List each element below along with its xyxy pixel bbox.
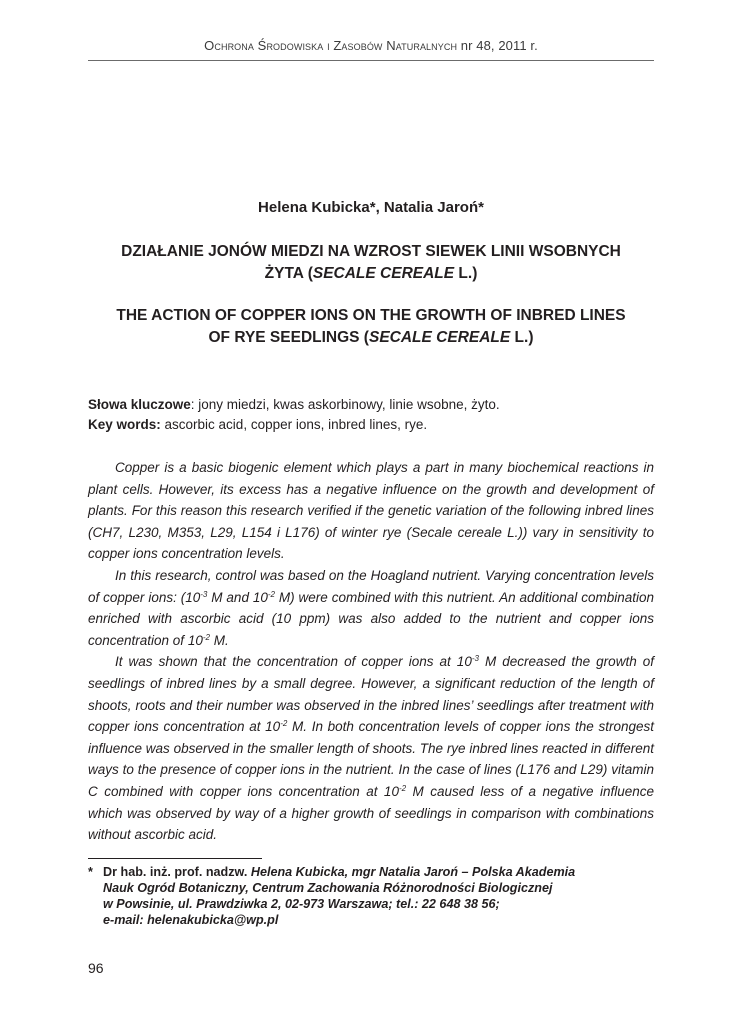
- footnote-degrees: Dr hab. inż. prof. nadzw.: [103, 865, 251, 879]
- footnote: [88, 864, 658, 928]
- keywords-polish: [88, 395, 658, 415]
- page-number: 96: [88, 960, 104, 976]
- keywords-english-label: Key words:: [88, 417, 161, 432]
- running-head: [88, 38, 654, 53]
- title-english-line2: [88, 327, 654, 349]
- abstract-p3-text-d: M caused less of a negative influence which was observed by way of a higher growth of seedlings in comparison with combinations without ascorbic acid.: [88, 783, 654, 843]
- keywords-polish-label: Słowa kluczowe: [88, 397, 191, 412]
- abstract-p2-exponent-3: -2: [202, 632, 210, 642]
- keywords-english: [88, 415, 658, 435]
- footnote-marker: *: [88, 865, 93, 879]
- abstract-paragraph-2: [88, 565, 654, 651]
- abstract-p2-text-d: M.: [209, 632, 229, 648]
- title-english-species: SECALE CEREALE: [368, 329, 511, 346]
- footnote-body: [103, 864, 658, 928]
- abstract-p3-exponent-1: -3: [471, 654, 479, 664]
- keywords-english-text: ascorbic acid, copper ions, inbred lines, rye.: [160, 417, 428, 432]
- keywords-polish-text: : jony miedzi, kwas askorbinowy, linie wsobne, żyto.: [190, 397, 500, 412]
- abstract-paragraph-1: Copper is a basic biogenic element which plays a part in many biochemical reactions in plant cells. However, its excess has a negative influence on the growth and development of plants. For this reason this research verified if the genetic variation of the following inbred lines (CH7, L230, M353, L29, L154 i L176) of winter rye (Secale cereale L.)) vary in sensitivity to copper ions concentration levels.: [88, 460, 654, 562]
- header-rule: [88, 60, 654, 61]
- footnote-affiliation-2: Nauk Ogród Botaniczny, Centrum Zachowania Różnorodności Biologicznej: [103, 881, 553, 895]
- title-english-line1: THE ACTION OF COPPER IONS ON THE GROWTH OF INBRED LINES: [116, 307, 626, 324]
- footnote-line-3: [103, 896, 658, 912]
- title-polish-prefix: ŻYTA (: [264, 265, 313, 282]
- title-english: [88, 305, 654, 349]
- title-polish: [88, 241, 654, 285]
- abstract-p3-exponent-2: -2: [280, 719, 288, 729]
- footnote-line-2: [103, 880, 658, 896]
- title-polish-line1: DZIAŁANIE JONÓW MIEDZI NA WZROST SIEWEK LINII WSOBNYCH: [121, 243, 621, 260]
- abstract-p3-text-a: It was shown that the concentration of copper ions at 10: [115, 654, 472, 670]
- abstract-paragraph-3: [88, 651, 654, 845]
- title-english-suffix: L.): [510, 329, 534, 346]
- abstract-p3-text-c: M. In both concentration levels of copper ions the strongest influence was observed in the smaller length of shoots. The rye inbred lines reacted in different ways to the presence of copper ions in the nutrient. In the case of lines (L176 and L29) vitamin C combined with copper ions concentration at 10: [88, 719, 655, 799]
- abstract-p2-exponent-1: -3: [200, 589, 208, 599]
- footnote-affiliation-1: Helena Kubicka, mgr Natalia Jaroń – Polska Akademia: [250, 865, 576, 879]
- footnote-line-1: [103, 864, 658, 880]
- footnote-rule: [88, 858, 262, 859]
- authors: Helena Kubicka*, Natalia Jaroń*: [258, 199, 484, 216]
- footnote-email: e-mail: helenakubicka@wp.pl: [103, 913, 279, 927]
- abstract-p2-text-c: M) were combined with this nutrient. An additional combination enriched with ascorbic acid (10 ppm) was also added to the nutrient and copper ions concentration of 10: [88, 589, 654, 648]
- title-english-prefix: OF RYE SEEDLINGS (: [208, 329, 369, 346]
- abstract-p3-exponent-3: -2: [398, 783, 407, 793]
- abstract-p2-text-a: In this research, control was based on the Hoagland nutrient. Varying concentration levels of copper ions: (10: [88, 567, 654, 605]
- abstract-p2-exponent-2: -2: [267, 589, 275, 599]
- abstract-p2-text-b: M and 10: [207, 589, 268, 605]
- abstract-p3-text-b: M decreased the growth of seedlings of inbred lines by a small degree. However, a significant reduction of the length of shoots, roots and their number was observed in the inbred lines’ seedlings after treatment with copper ions concentration at 10: [88, 654, 654, 735]
- title-polish-line2: [88, 263, 654, 285]
- title-polish-suffix: L.): [454, 265, 478, 282]
- abstract: [88, 457, 654, 846]
- title-polish-species: SECALE CEREALE: [312, 265, 455, 282]
- journal-issue: nr 48, 2011 r.: [460, 38, 538, 53]
- footnote-line-4: [103, 912, 658, 928]
- journal-name: Ochrona Środowiska i Zasobów Naturalnych: [204, 38, 458, 53]
- footnote-affiliation-3: w Powsinie, ul. Prawdziwka 2, 02-973 Warszawa; tel.: 22 648 38 56;: [103, 897, 500, 911]
